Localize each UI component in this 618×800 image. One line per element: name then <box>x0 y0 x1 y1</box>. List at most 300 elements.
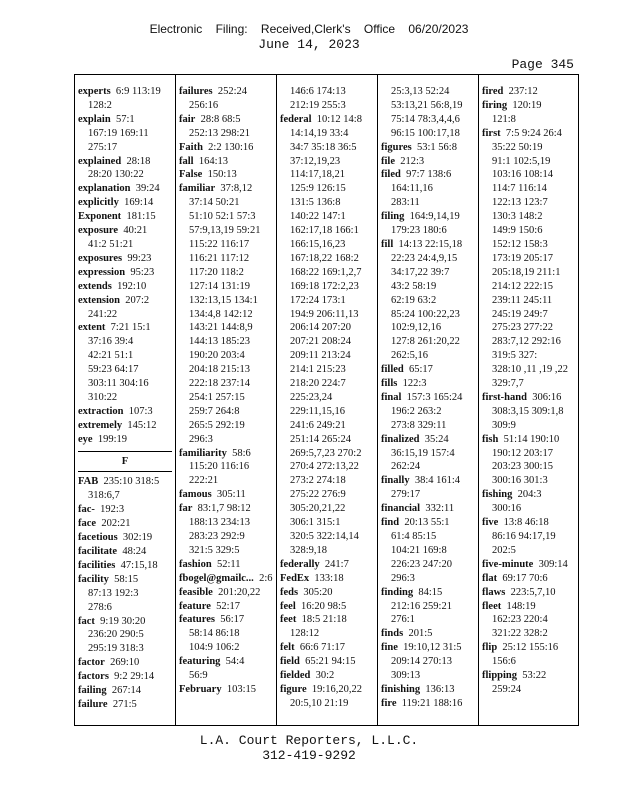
page-line-refs: 51:10 52:1 57:3 <box>189 211 256 223</box>
index-line <box>482 655 580 669</box>
index-term: Faith <box>179 141 203 153</box>
index-term: feature <box>179 600 211 612</box>
index-line <box>179 210 277 224</box>
index-line <box>482 113 580 127</box>
page-line-refs: 172:24 173:1 <box>290 294 346 306</box>
index-term: finishing <box>381 683 421 695</box>
index-line <box>78 615 176 629</box>
page-line-refs: 222:18 237:14 <box>189 378 250 390</box>
page-line-refs: 86:16 94:17,19 <box>492 531 556 542</box>
index-line <box>482 363 580 377</box>
page-line-refs: 271:5 <box>112 698 137 710</box>
page-line-refs: 43:2 58:19 <box>391 280 437 292</box>
index-line <box>78 113 176 127</box>
page-line-refs: 310:22 <box>88 391 118 403</box>
page-line-refs: 115:20 116:16 <box>189 461 250 473</box>
page-line-refs: 256:16 <box>189 99 219 111</box>
index-term: filled <box>381 364 404 376</box>
page-line-refs: 25:12 155:16 <box>502 642 559 654</box>
page-line-refs: 225:23,24 <box>290 391 333 403</box>
index-line <box>280 224 378 238</box>
page-line-refs: 194:9 206:11,13 <box>290 308 359 320</box>
page-line-refs: 279:17 <box>391 489 421 501</box>
index-line <box>482 252 580 266</box>
page-line-refs: 58:15 <box>114 573 139 585</box>
index-term: flipping <box>482 670 518 682</box>
index-line <box>280 572 378 586</box>
reporter-phone: 312-419-9292 <box>262 748 356 763</box>
index-line <box>280 349 378 363</box>
page-line-refs: 306:1 315:1 <box>290 517 341 529</box>
page-line-refs: 19:10,12 31:5 <box>403 642 462 654</box>
page-line-refs: 192:3 <box>100 504 125 516</box>
index-term: facilitate <box>78 546 118 557</box>
index-line <box>179 141 277 155</box>
page-line-refs: 169:18 172:2,23 <box>290 280 359 292</box>
index-term: finds <box>381 628 404 640</box>
index-line <box>280 113 378 127</box>
letter-heading: F <box>78 451 172 473</box>
index-line <box>179 544 277 558</box>
page-line-refs: 321:5 329:5 <box>189 544 240 556</box>
index-line <box>78 531 176 545</box>
index-line <box>381 460 479 474</box>
index-term: five <box>482 517 499 529</box>
page-line-refs: 116:21 117:12 <box>189 252 250 264</box>
index-line <box>78 321 176 335</box>
index-line <box>482 572 580 586</box>
page-line-refs: 140:22 147:1 <box>290 211 346 223</box>
index-term: firing <box>482 99 508 111</box>
index-line <box>78 517 176 531</box>
page-line-refs: 328:9,18 <box>290 544 328 556</box>
page-line-refs: 134:4,8 142:12 <box>189 308 253 320</box>
index-line <box>482 502 580 516</box>
index-line <box>381 516 479 530</box>
index-line <box>381 335 479 349</box>
index-line <box>78 196 176 210</box>
page-line-refs: 41:2 51:21 <box>88 238 134 250</box>
index-line <box>482 280 580 294</box>
index-line <box>78 141 176 155</box>
index-term: facilities <box>78 559 116 571</box>
index-line <box>381 141 479 155</box>
index-line <box>78 210 176 224</box>
page-line-refs: 300:16 <box>492 503 522 515</box>
index-line <box>280 335 378 349</box>
index-term: fire <box>381 697 397 709</box>
page-line-refs: 236:20 290:5 <box>88 629 144 641</box>
page-line-refs: 207:2 <box>125 294 150 306</box>
index-term: fill <box>381 238 394 250</box>
index-line <box>280 266 378 280</box>
page-line-refs: 162:17,18 166:1 <box>290 225 359 237</box>
page-line-refs: 196:2 263:2 <box>391 405 442 417</box>
index-line <box>179 349 277 363</box>
page-line-refs: 40:21 <box>123 225 148 237</box>
index-line <box>179 391 277 405</box>
index-term: fair <box>179 113 196 125</box>
index-line <box>179 460 277 474</box>
page-line-refs: 269:10 <box>110 657 140 669</box>
page-line-refs: 103:16 108:14 <box>492 169 553 181</box>
index-term: fine <box>381 642 398 654</box>
index-line <box>78 155 176 169</box>
index-line <box>482 210 580 224</box>
index-term: expression <box>78 266 126 278</box>
page-line-refs: 226:23 247:20 <box>391 558 452 570</box>
index-term: face <box>78 518 97 530</box>
index-term: facetious <box>78 532 118 544</box>
index-term: figures <box>381 141 412 153</box>
index-line <box>381 377 479 391</box>
page-line-refs: 62:19 63:2 <box>391 294 437 306</box>
index-line <box>280 641 378 655</box>
page-line-refs: 58:14 86:18 <box>189 628 240 640</box>
page-line-refs: 262:5,16 <box>391 350 429 362</box>
index-line <box>78 127 176 141</box>
index-line <box>78 252 176 266</box>
index-line <box>179 252 277 266</box>
index-term: fired <box>482 86 504 97</box>
index-term: failing <box>78 685 107 697</box>
index-line <box>482 99 580 113</box>
index-line <box>280 488 378 502</box>
index-term: file <box>381 155 395 167</box>
page-line-refs: 75:14 78:3,4,4,6 <box>391 113 460 125</box>
page-line-refs: 241:6 249:21 <box>290 419 346 431</box>
page-line-refs: 34:17,22 39:7 <box>391 266 450 278</box>
index-line <box>179 308 277 322</box>
page-line-refs: 262:24 <box>391 461 421 473</box>
index-line <box>78 182 176 196</box>
page-line-refs: 167:19 169:11 <box>88 127 149 139</box>
page-line-refs: 107:3 <box>128 405 153 417</box>
index-term: first-hand <box>482 391 527 403</box>
page-line-refs: 28:18 <box>126 155 151 167</box>
index-line <box>482 308 580 322</box>
index-term: felt <box>280 642 295 654</box>
index-term: familiarity <box>179 447 227 459</box>
index-line <box>482 141 580 155</box>
index-line <box>381 544 479 558</box>
index-line <box>280 474 378 488</box>
index-term: feds <box>280 586 299 598</box>
index-line <box>381 252 479 266</box>
index-term: eye <box>78 433 93 445</box>
index-line <box>78 601 176 615</box>
index-line <box>280 530 378 544</box>
index-line <box>482 530 580 544</box>
page-line-refs: 58:6 <box>232 447 251 459</box>
index-column-5 <box>479 85 580 697</box>
index-line <box>179 99 277 113</box>
index-line <box>482 613 580 627</box>
index-line <box>381 85 479 99</box>
page-line-refs: 173:19 205:17 <box>492 252 553 264</box>
index-term: fleet <box>482 600 502 612</box>
index-line <box>179 335 277 349</box>
index-line <box>78 698 176 712</box>
index-line <box>280 627 378 641</box>
index-line <box>381 155 479 169</box>
page-line-refs: 214:1 215:23 <box>290 364 346 376</box>
page-line-refs: 321:22 328:2 <box>492 628 548 640</box>
index-line <box>179 127 277 141</box>
index-line <box>482 488 580 502</box>
page-line-refs: 102:9,12,16 <box>391 322 442 334</box>
page-line-refs: 309:9 <box>492 419 516 431</box>
index-term: February <box>179 683 222 695</box>
page-line-refs: 265:5 292:19 <box>189 419 245 431</box>
index-column-1 <box>75 85 176 712</box>
page-line-refs: 148:19 <box>506 600 536 612</box>
index-line <box>280 210 378 224</box>
index-term: flip <box>482 642 498 654</box>
page-line-refs: 164:11,16 <box>391 183 433 195</box>
page-line-refs: 18:5 21:18 <box>301 614 347 626</box>
index-line <box>381 641 479 655</box>
index-line <box>381 447 479 461</box>
page-line-refs: 125:9 126:15 <box>290 183 346 195</box>
index-line <box>179 419 277 433</box>
index-term: factor <box>78 657 105 669</box>
index-line <box>482 349 580 363</box>
index-line <box>280 391 378 405</box>
page-line-refs: 34:7 35:18 36:5 <box>290 141 357 153</box>
page-line-refs: 252:13 298:21 <box>189 127 250 139</box>
index-line <box>280 377 378 391</box>
page-line-refs: 275:17 <box>88 141 118 153</box>
page-line-refs: 83:1,7 98:12 <box>197 503 251 515</box>
page-line-refs: 99:23 <box>127 252 152 264</box>
page-line-refs: 133:18 <box>314 572 344 584</box>
page-line-refs: 296:3 <box>189 433 213 445</box>
page-line-refs: 204:3 <box>517 489 542 501</box>
page-line-refs: 87:13 192:3 <box>88 587 139 599</box>
index-term: find <box>381 517 400 529</box>
index-term: featuring <box>179 656 221 668</box>
index-line <box>179 155 277 169</box>
index-line <box>179 266 277 280</box>
index-line <box>78 419 176 433</box>
page-line-refs: 152:12 158:3 <box>492 238 548 250</box>
index-line <box>381 613 479 627</box>
page-line-refs: 305:20 <box>303 586 333 598</box>
index-line <box>179 683 277 697</box>
page-line-refs: 329:7,7 <box>492 378 524 390</box>
page-line-refs: 38:4 161:4 <box>414 475 461 487</box>
index-line <box>482 182 580 196</box>
page-line-refs: 104:9 106:2 <box>189 642 240 654</box>
index-term: explanation <box>78 183 131 195</box>
index-line <box>179 655 277 669</box>
index-term: extends <box>78 280 112 292</box>
index-line <box>179 488 277 502</box>
page-line-refs: 275:23 277:22 <box>492 322 553 334</box>
index-line <box>179 377 277 391</box>
index-line <box>381 572 479 586</box>
index-term: feel <box>280 600 296 612</box>
page-line-refs: 85:24 100:22,23 <box>391 308 460 320</box>
page-line-refs: 20:13 55:1 <box>404 517 450 529</box>
index-line <box>280 155 378 169</box>
page-line-refs: 143:21 144:8,9 <box>189 322 253 334</box>
index-line <box>179 321 277 335</box>
page-line-refs: 205:18,19 211:1 <box>492 266 561 278</box>
page-line-refs: 9:19 30:20 <box>100 615 146 627</box>
index-line <box>179 182 277 196</box>
page-line-refs: 273:8 329:11 <box>391 419 447 431</box>
page-line-refs: 273:2 274:18 <box>290 475 346 487</box>
index-line <box>78 238 176 252</box>
page-line-refs: 48:24 <box>122 546 147 557</box>
index-line <box>482 266 580 280</box>
page-line-refs: 14:14,19 33:4 <box>290 127 349 139</box>
index-line <box>280 433 378 447</box>
index-line <box>482 683 580 697</box>
page-line-refs: 95:23 <box>130 266 155 278</box>
index-line <box>482 669 580 683</box>
index-line <box>179 168 277 182</box>
index-line <box>280 363 378 377</box>
page-line-refs: 296:3 <box>391 572 415 584</box>
index-line <box>78 433 176 447</box>
index-term: first <box>482 127 501 139</box>
index-line <box>78 489 176 503</box>
index-line <box>381 433 479 447</box>
index-line <box>482 224 580 238</box>
index-term: field <box>280 656 300 668</box>
index-line <box>381 168 479 182</box>
page-line-refs: 52:11 <box>216 558 241 570</box>
index-line <box>482 168 580 182</box>
page-line-refs: 203:23 300:15 <box>492 461 553 473</box>
index-term: facility <box>78 573 109 585</box>
index-line <box>280 238 378 252</box>
index-line <box>78 99 176 113</box>
index-line <box>78 308 176 322</box>
index-line <box>381 363 479 377</box>
index-line <box>179 447 277 461</box>
page-line-refs: 59:23 64:17 <box>88 364 139 376</box>
index-line <box>280 182 378 196</box>
page-line-refs: 2:6 <box>259 572 273 584</box>
page-line-refs: 28:8 68:5 <box>200 113 241 125</box>
page-line-refs: 212:16 259:21 <box>391 600 452 612</box>
index-term: familiar <box>179 183 216 195</box>
index-line <box>381 266 479 280</box>
page-line-refs: 269:5,7,23 270:2 <box>290 447 362 459</box>
index-line <box>280 280 378 294</box>
page-line-refs: 212:19 255:3 <box>290 99 346 111</box>
page-line-refs: 306:16 <box>532 391 562 403</box>
page-line-refs: 267:14 <box>111 685 142 697</box>
index-line <box>78 684 176 698</box>
index-line <box>381 488 479 502</box>
index-line <box>280 669 378 683</box>
index-term: failure <box>78 698 108 710</box>
page-line-refs: 115:22 116:17 <box>189 238 250 250</box>
page-line-refs: 19:16,20,22 <box>311 683 363 695</box>
page-line-refs: 35:24 <box>424 433 449 445</box>
page-line-refs: 300:16 301:3 <box>492 475 548 487</box>
index-line <box>179 558 277 572</box>
page-line-refs: 96:15 100:17,18 <box>391 127 460 139</box>
page-line-refs: 181:15 <box>126 211 156 223</box>
index-term: fashion <box>179 558 212 570</box>
index-line <box>482 155 580 169</box>
index-line <box>179 85 277 99</box>
index-line <box>179 641 277 655</box>
page-line-refs: 283:7,12 292:16 <box>492 336 561 348</box>
index-term: filing <box>381 211 405 223</box>
index-line <box>78 503 176 517</box>
index-line <box>381 99 479 113</box>
page-line-refs: 131:5 136:8 <box>290 197 341 209</box>
index-term: explained <box>78 155 122 167</box>
index-line <box>280 141 378 155</box>
index-term: flaws <box>482 586 506 598</box>
index-term: extent <box>78 322 106 334</box>
index-line <box>381 210 479 224</box>
index-line <box>280 683 378 697</box>
index-term: failures <box>179 86 213 97</box>
word-index-frame <box>74 74 579 726</box>
index-term: far <box>179 503 193 515</box>
page-line-refs: 168:22 169:1,2,7 <box>290 266 362 278</box>
page-line-refs: 16:20 98:5 <box>301 600 347 612</box>
index-line <box>280 600 378 614</box>
index-line <box>78 475 176 489</box>
index-line <box>482 447 580 461</box>
index-term: fills <box>381 378 398 390</box>
page-line-refs: 13:8 46:18 <box>503 517 549 529</box>
page-line-refs: 14:13 22:15,18 <box>398 238 463 250</box>
index-column-3 <box>277 85 378 711</box>
index-line <box>280 321 378 335</box>
index-term: explicitly <box>78 197 119 209</box>
index-line <box>280 460 378 474</box>
page-line-refs: 207:21 208:24 <box>290 336 351 348</box>
page-line-refs: 167:18,22 168:2 <box>290 252 359 264</box>
page-line-refs: 209:11 213:24 <box>290 350 351 362</box>
index-line <box>482 600 580 614</box>
page-line-refs: 332:11 <box>425 503 455 515</box>
page-line-refs: 91:1 102:5,19 <box>492 155 551 167</box>
index-line <box>482 433 580 447</box>
page-line-refs: 303:11 304:16 <box>88 378 149 390</box>
page-line-refs: 237:12 <box>508 86 538 97</box>
page-line-refs: 37:8,12 <box>220 183 253 195</box>
page-line-refs: 36:15,19 157:4 <box>391 447 455 459</box>
page-line-refs: 192:10 <box>117 280 147 292</box>
index-term: exposure <box>78 225 119 237</box>
index-line <box>482 238 580 252</box>
index-line <box>280 447 378 461</box>
index-line <box>381 321 479 335</box>
index-term: fact <box>78 615 95 627</box>
index-line <box>482 419 580 433</box>
page-line-refs: 156:6 <box>492 656 516 668</box>
index-line <box>179 516 277 530</box>
index-line <box>381 683 479 697</box>
page-line-refs: 122:3 <box>402 378 427 390</box>
page-line-refs: 305:20,21,22 <box>290 503 346 515</box>
index-line <box>482 196 580 210</box>
index-line <box>381 530 479 544</box>
index-column-2 <box>176 85 277 697</box>
